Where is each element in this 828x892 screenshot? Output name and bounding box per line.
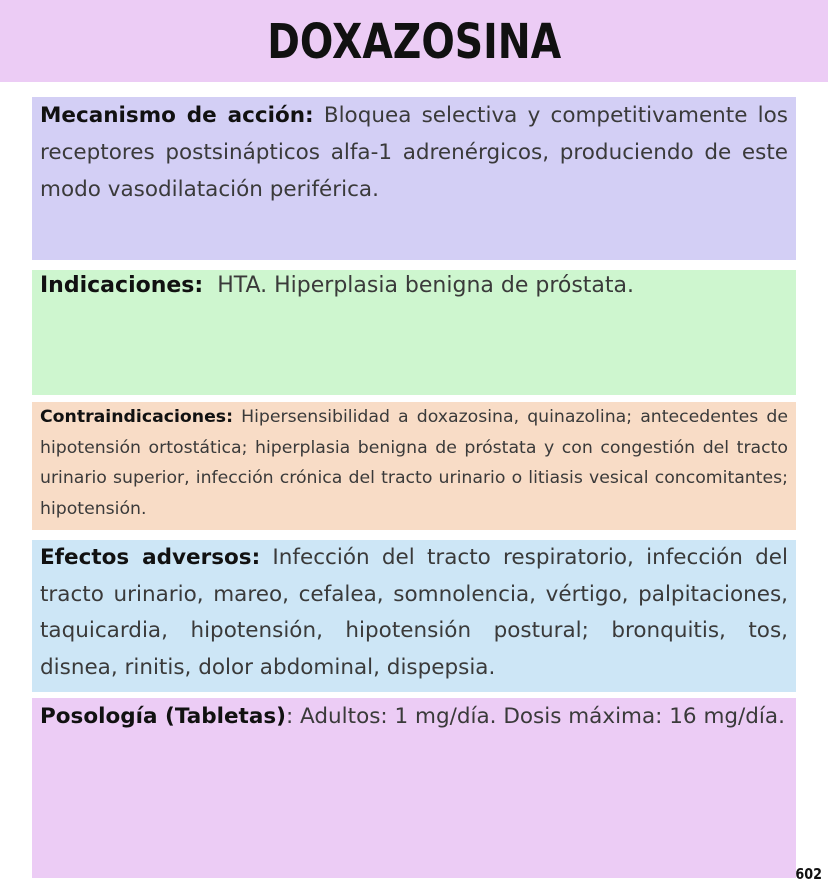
- efectos-text: Infección del tracto respiratorio, infección del tracto urinario, mareo, cefalea, somnolencia, vértigo, palpitaciones, taquicardia, hipotensión, hipotensión postural; bronquitis, tos, disnea, rinitis, dolor abdominal, dispepsia.: [40, 545, 788, 680]
- contraindicaciones-label: Contraindicaciones:: [40, 407, 233, 427]
- mecanismo-section: [32, 97, 796, 260]
- posologia-text: : Adultos: 1 mg/día. Dosis máxima: 16 mg/día.: [285, 704, 785, 729]
- posologia-label: Posología (Tabletas): [40, 704, 286, 729]
- efectos-label: Efectos adversos:: [40, 545, 261, 570]
- indicaciones-paragraph: [40, 270, 788, 302]
- title-banner: [0, 0, 828, 82]
- efectos-section: [32, 540, 796, 692]
- posologia-paragraph: [40, 698, 788, 735]
- contraindicaciones-text: Hipersensibilidad a doxazosina, quinazolina; antecedentes de hipotensión ortostática; hiperplasia benigna de próstata y con congestión del tracto urinario superior, infección crónica del tracto urinario o litiasis vesical concomitantes; hipotensión.: [40, 407, 788, 519]
- posologia-section: [32, 698, 796, 878]
- page-number: 602: [795, 865, 822, 883]
- indicaciones-text: HTA. Hiperplasia benigna de próstata.: [203, 273, 635, 298]
- efectos-paragraph: [40, 540, 788, 686]
- mecanismo-text: Bloquea selectiva y competitivamente los receptores postsinápticos alfa-1 adrenérgicos, produciendo de este modo vasodilatación periférica.: [40, 103, 788, 202]
- mecanismo-paragraph: [40, 97, 788, 208]
- page-title: DOXAZOSINA: [267, 14, 561, 70]
- mecanismo-label: Mecanismo de acción:: [40, 103, 314, 128]
- indicaciones-section: [32, 270, 796, 395]
- contraindicaciones-paragraph: [40, 402, 788, 524]
- contraindicaciones-section: [32, 402, 796, 530]
- indicaciones-label: Indicaciones:: [40, 273, 204, 298]
